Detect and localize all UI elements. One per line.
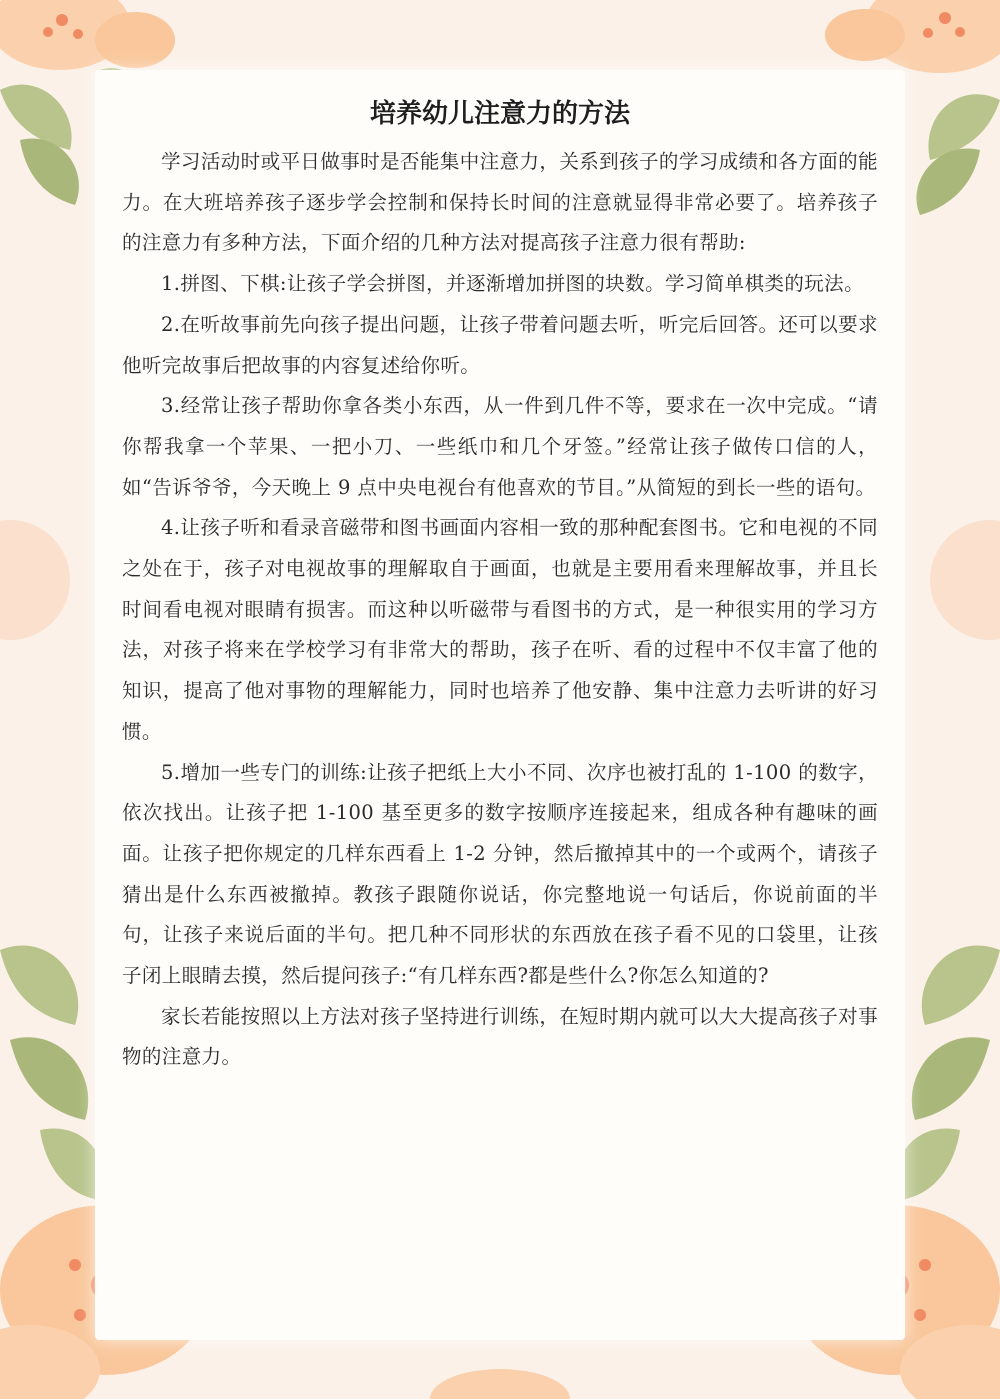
method-4-paragraph: 4.让孩子听和看录音磁带和图书画面内容相一致的那种配套图书。它和电视的不同之处在于，孩子对电视故事的理解取自于画面，也就是主要用看来理解故事，并且长时间看电视对眼睛有损害。而这种以听磁带与看图书的方式，是一种很实用的学习方法，对孩子将来在学校学习有非常大的帮助，孩子在听、看的过程中不仅丰富了他的知识，提高了他对事物的理解能力，同时也培养了他安静、集中注意力去听讲的好习惯。 [122,516,878,743]
document-body [122,92,878,1078]
side-blob-right [930,520,1000,640]
method-3-paragraph: 3.经常让孩子帮助你拿各类小东西，从一件到几件不等，要求在一次中完成。“请你帮我拿一个苹果、一把小刀、一些纸巾和几个牙签。”经常让孩子做传口信的人，如“告诉爷爷，今天晚上 9 点中央电视台有他喜欢的节目。”从简短的到长一些的语句。 [122,394,878,499]
document-title: 培养幼儿注意力的方法 [369,99,630,129]
intro-paragraph: 学习活动时或平日做事时是否能集中注意力，关系到孩子的学习成绩和各方面的能力。在大班培养孩子逐步学会控制和保持长时间的注意就显得非常必要了。培养孩子的注意力有多种方法，下面介绍的几种方法对提高孩子注意力很有帮助: [122,150,878,255]
method-5-paragraph: 5.增加一些专门的训练:让孩子把纸上大小不同、次序也被打乱的 1-100 的数字，依次找出。让孩子把 1-100 基至更多的数字按顺序连接起来，组成各种有趣味的画面。让孩子把你规定的几样东西看上 1-2 分钟，然后撤掉其中的一个或两个，请孩子猜出是什么东西被撤掉。教孩子跟随你说话，你完整地说一句话后，你说前面的半句，让孩子来说后面的半句。把几种不同形状的东西放在孩子看不见的口袋里，让孩子闭上眼睛去摸，然后提问孩子:“有几样东西?都是些什么?你怎么知道的? [122,760,878,988]
side-blob-left [0,520,70,640]
conclusion-paragraph: 家长若能按照以上方法对孩子坚持进行训练，在短时期内就可以大大提高孩子对事物的注意力。 [122,1004,878,1069]
method-2-paragraph: 2.在听故事前先向孩子提出问题，让孩子带着问题去听，听完后回答。还可以要求他听完故事后把故事的内容复述给你听。 [122,312,878,377]
bottom-center-blob [430,1369,570,1399]
method-1-paragraph: 1.拼图、下棋:让孩子学会拼图，并逐渐增加拼图的块数。学习简单棋类的玩法。 [161,272,864,296]
